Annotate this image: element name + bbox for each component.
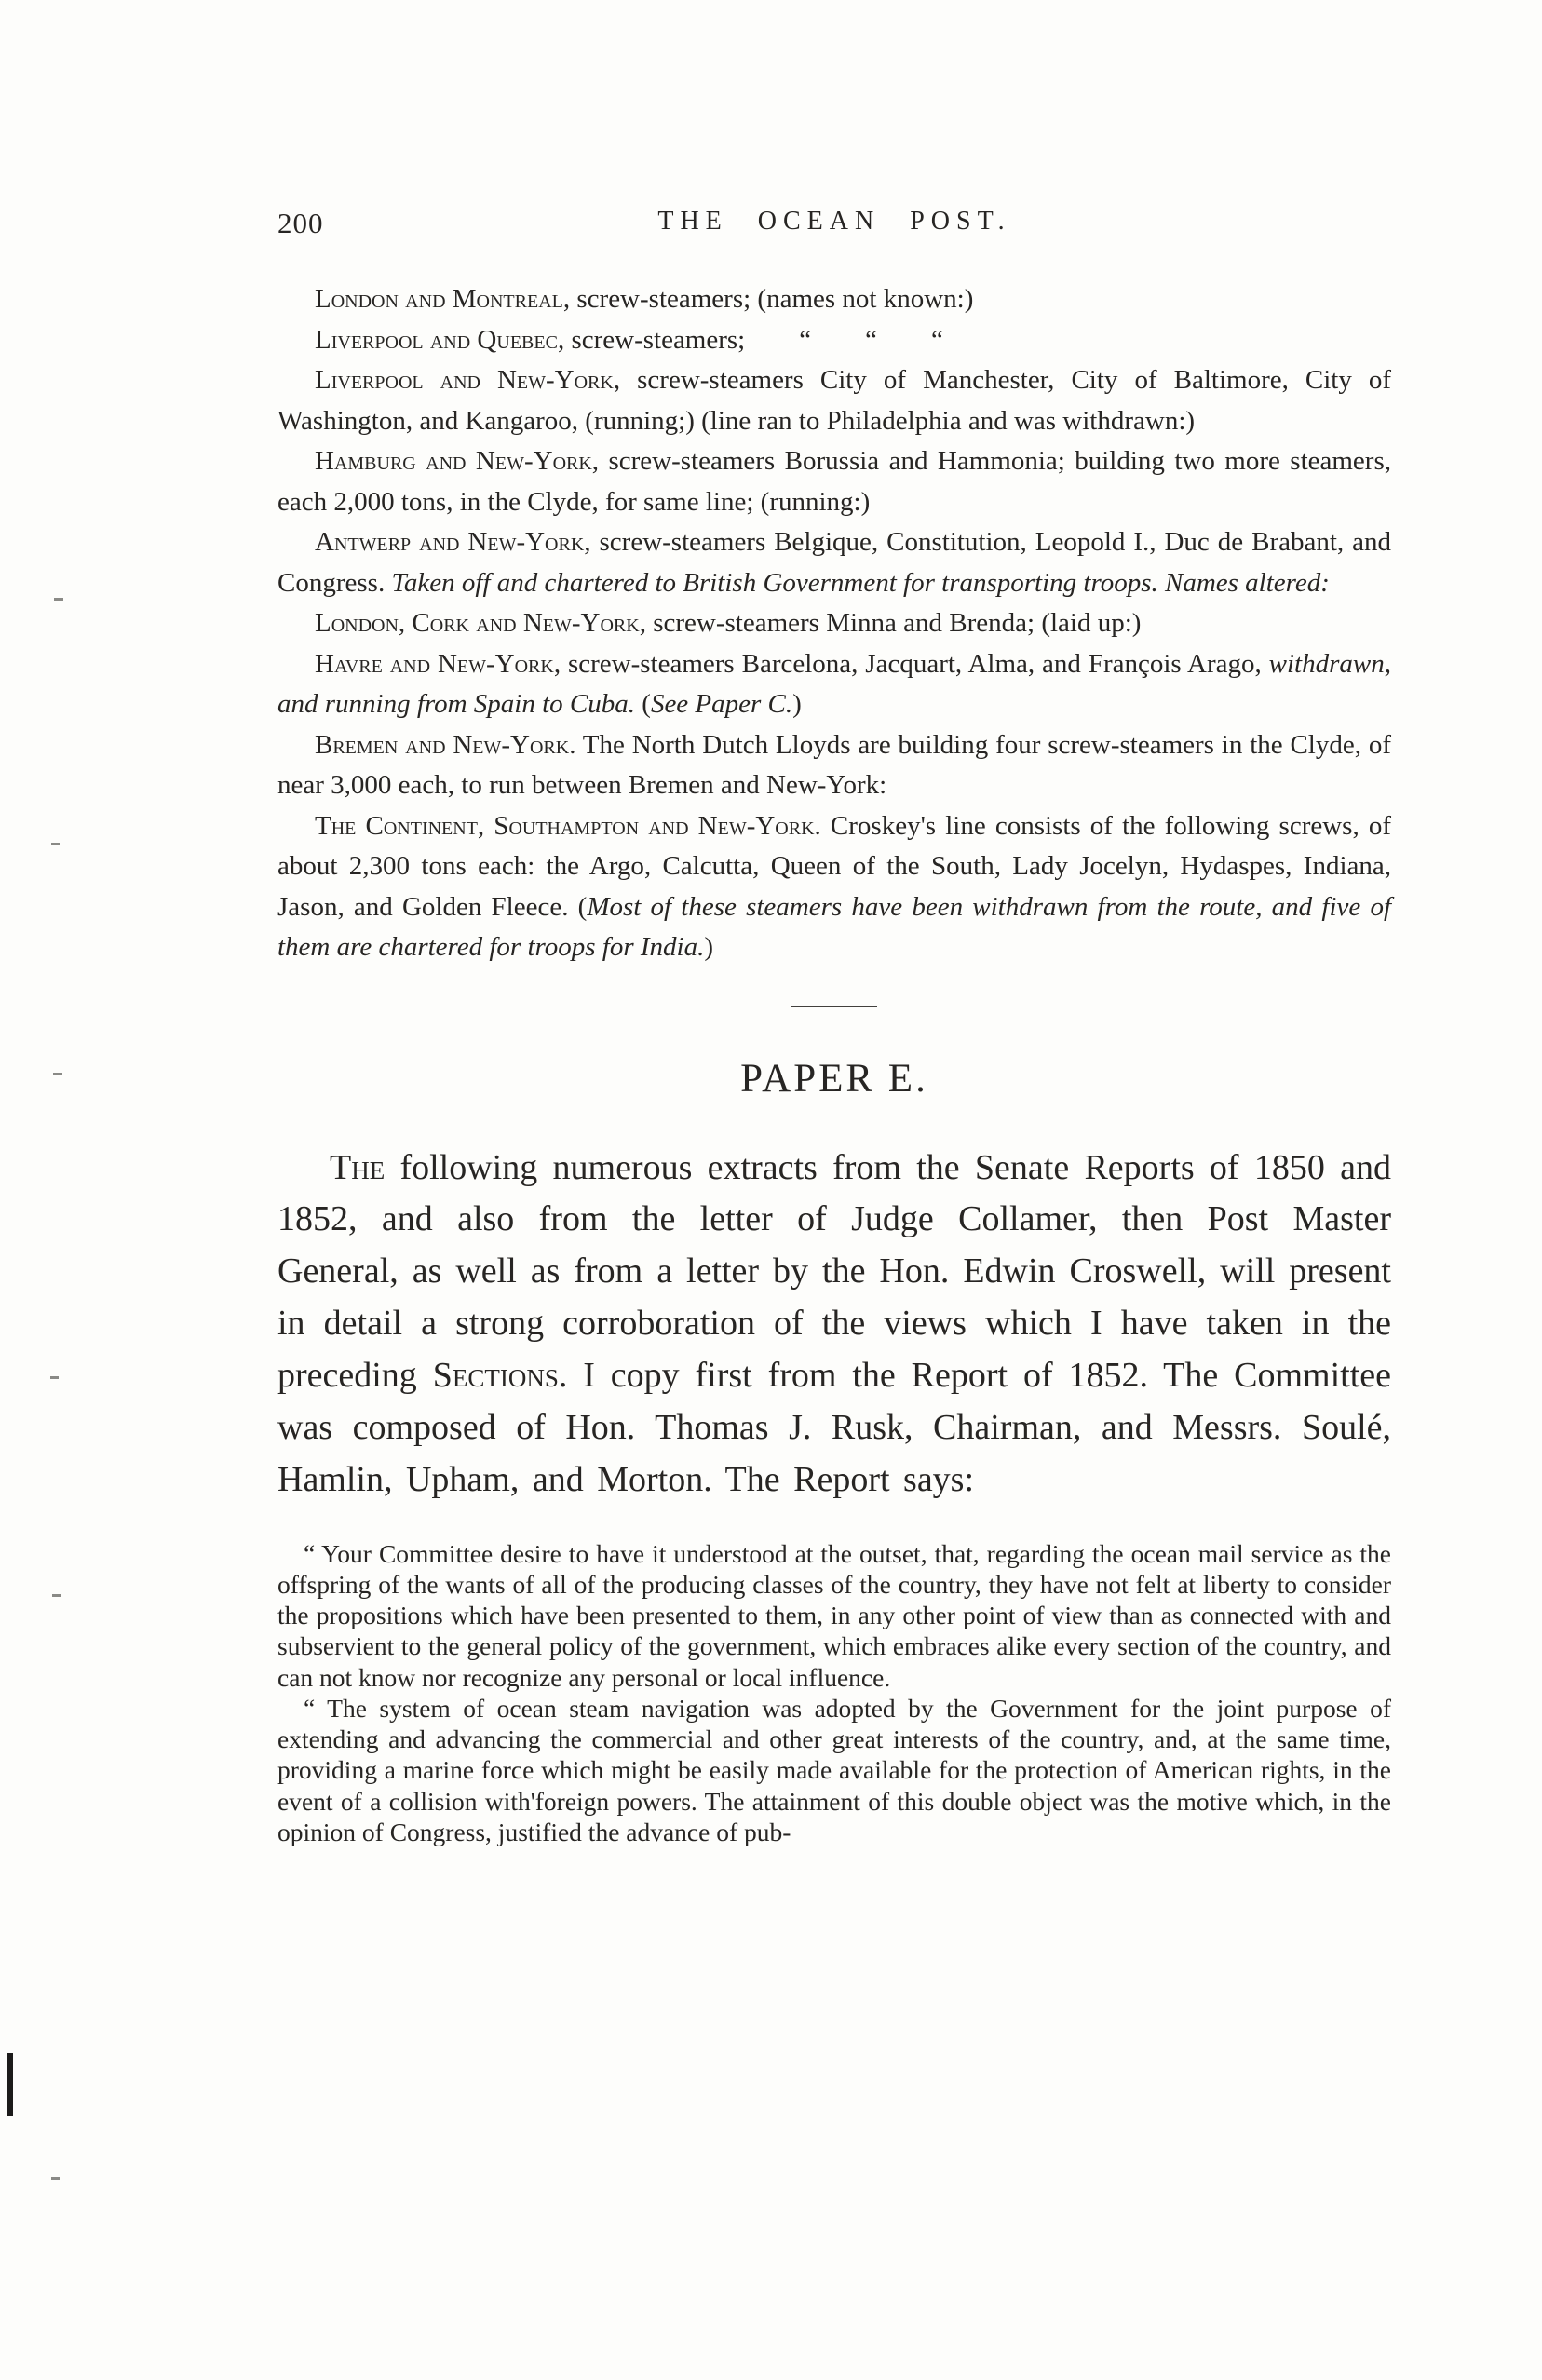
scan-artifact xyxy=(51,2177,60,2180)
text-run: Liverpool and New-York xyxy=(315,365,614,395)
text-run: . Croskey's line consists of the following screws, of about 2,300 tons each: the Argo, Calcutta, Queen of the South, Lady Jocelyn, Hydaspes, Indiana, Jason, and Golden Fleece. ( xyxy=(277,810,1391,922)
text-run: The xyxy=(330,1147,386,1187)
text-run: , screw-steamers Minna and Brenda; (laid up:) xyxy=(639,608,1142,638)
text-run: . I copy first from the Report of 1852. The Committee was composed of Hon. Thomas J. Rusk, Chairman, and Messrs. Soulé, Hamlin, Upham, and Morton. The Report says: xyxy=(277,1355,1392,1499)
text-run: following numerous extracts from the Senate Reports of 1850 and 1852, and also from the letter of Judge Collamer, then Post Master General, as well as from a letter by the Hon. Edwin Croswell, will present in detail a strong corroboration of the views which I have taken in the preceding xyxy=(277,1147,1391,1395)
text-run: “ Your Committee desire to have it understood at the outset, that, regarding the ocean mail service as the offspring of the wants of all of the producing classes of the country, they have not felt at liberty to consider the propositions which have been presented to them, in any other point of view than as connected with and subservient to the general policy of the government, which embraces alike every section of the country, and can not know nor recognize any personal or local influence. xyxy=(277,1538,1391,1692)
text-run: withdrawn, and running from Spain to Cuba. xyxy=(277,648,1391,719)
steamship-entry xyxy=(277,806,1391,968)
text-run: . The North Dutch Lloyds are building four screw-steamers in the Clyde, of near 3,000 each, to run between Bremen and New-York: xyxy=(277,729,1391,800)
steamship-line-list xyxy=(277,279,1391,968)
paper-heading: PAPER E. xyxy=(740,1056,928,1101)
page-number: 200 xyxy=(277,207,324,239)
steamship-entry xyxy=(277,320,1391,361)
text-run: Antwerp and New-York xyxy=(315,527,585,557)
running-title: THE OCEAN POST. xyxy=(657,207,1011,236)
text-run: , screw-steamers; (names not known:) xyxy=(562,284,974,314)
steamship-entry xyxy=(277,279,1391,320)
text-run: See Paper C. xyxy=(650,689,793,719)
text-run: ) xyxy=(704,932,713,962)
text-run: Havre and New-York xyxy=(315,648,554,679)
report-quote-block xyxy=(277,1538,1391,1848)
text-run: , screw-steamers Borussia and Hammonia; building two more steamers, each 2,000 tons, in the Clyde, for same line; (running:) xyxy=(277,446,1391,517)
text-run: Sections xyxy=(432,1355,559,1395)
section-divider xyxy=(791,1006,877,1007)
text-run: “ The system of ocean steam navigation was adopted by the Government for the joint purpose of extending and advancing the commercial and other great interests of the country, and, at the same time, providing a marine force which might be easily made available for the protection of American rights, in the event of a collision with'foreign powers. The attainment of this double object was the motive which, in the opinion of Congress, justified the advance of pub- xyxy=(277,1693,1391,1846)
text-run: London and Montreal xyxy=(315,284,563,314)
text-run: Most of these steamers have been withdrawn from the route, and five of them are chartered for troops for India. xyxy=(277,891,1391,962)
scan-artifact xyxy=(53,1073,62,1075)
page-header xyxy=(277,207,1391,255)
text-run: , screw-steamers; xyxy=(557,324,746,355)
steamship-entry xyxy=(277,441,1391,522)
text-run: “ “ “ xyxy=(745,324,943,355)
text-run: Hamburg and New-York xyxy=(315,446,592,476)
text-run: Liverpool and Quebec xyxy=(315,324,558,355)
steamship-entry xyxy=(277,522,1391,603)
report-quote-paragraph xyxy=(277,1538,1391,1693)
scan-artifact xyxy=(7,2053,13,2116)
text-run: , screw-steamers Barcelona, Jacquart, Alma, and François Arago, xyxy=(553,648,1269,679)
scan-artifact xyxy=(52,1594,61,1597)
text-run: London, Cork and New-York xyxy=(315,608,640,638)
text-run: , screw-steamers City of Manchester, City of Baltimore, City of Washington, and Kangaroo, (running;) (line ran to Philadelphia and was withdrawn:) xyxy=(277,365,1392,436)
text-run: Taken off and chartered to British Government for transporting troops. Names altered: xyxy=(391,567,1330,598)
text-run: ( xyxy=(635,689,651,719)
report-quote-paragraph xyxy=(277,1693,1391,1847)
steamship-entry xyxy=(277,603,1391,644)
text-run: ) xyxy=(792,689,802,719)
text-run: Bremen and New-York xyxy=(315,729,570,760)
scan-artifact xyxy=(54,598,63,601)
steamship-entry xyxy=(277,644,1391,725)
scan-artifact xyxy=(50,1376,59,1379)
steamship-entry xyxy=(277,360,1391,441)
text-column xyxy=(277,207,1391,1847)
text-run: The Continent, Southampton and New-York xyxy=(315,810,815,841)
steamship-entry xyxy=(277,725,1391,806)
intro-paragraph xyxy=(277,1143,1391,1507)
text-run: , screw-steamers Belgique, Constitution, Leopold I., Duc de Brabant, and Congress. xyxy=(277,527,1391,598)
scan-artifact xyxy=(51,843,60,845)
